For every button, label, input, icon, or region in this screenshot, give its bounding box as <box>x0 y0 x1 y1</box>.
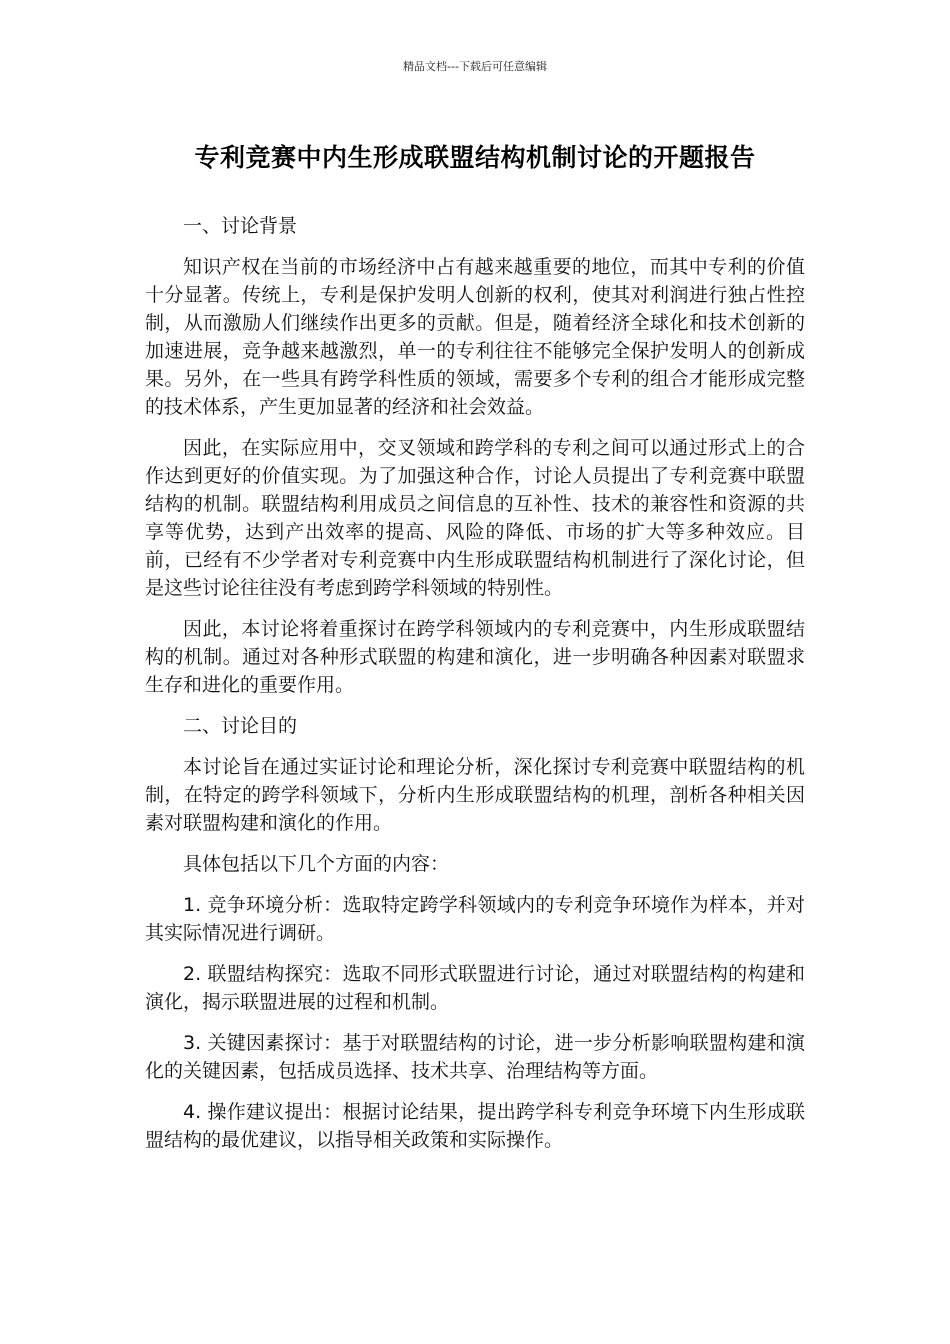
paragraph-purpose-2: 具体包括以下几个方面的内容： <box>183 853 450 875</box>
paragraph-background-1: 知识产权在当前的市场经济中占有越来越重要的地位，而其中专利的价值十分显著。传统上，专利是保护发明人创新的权利，使其对利润进行独占性控制，从而激励人们继续作出更多的贡献。但是，随着经济全球化和技术创新的加速进展，竞争越来越激烈，单一的专利往往不能够完全保护发明人的创新成果。另外，在一些具有跨学科性质的领域，需要多个专利的组合才能形成完整的技术体系，产生更加显著的经济和社会效益。 <box>145 256 805 418</box>
paragraph-purpose-1: 本讨论旨在通过实证讨论和理论分析，深化探讨专利竞赛中联盟结构的机制，在特定的跨学科领域下，分析内生形成联盟结构的机理，剖析各种相关因素对联盟构建和演化的作用。 <box>145 756 805 834</box>
list-item-2: 2. 联盟结构探究：选取不同形式联盟进行讨论，通过对联盟结构的构建和演化，揭示联盟进展的过程和机制。 <box>145 963 805 1013</box>
section-heading-background: 一、讨论背景 <box>183 215 298 237</box>
list-item-4: 4. 操作建议提出：根据讨论结果，提出跨学科专利竞争环境下内生形成联盟结构的最优建议，以指导相关政策和实际操作。 <box>145 1101 805 1151</box>
paragraph-background-3: 因此，本讨论将着重探讨在跨学科领域内的专利竞赛中，内生形成联盟结构的机制。通过对各种形式联盟的构建和演化，进一步明确各种因素对联盟求生存和进化的重要作用。 <box>145 618 805 696</box>
document-title: 专利竞赛中内生形成联盟结构机制讨论的开题报告 <box>194 143 756 172</box>
paragraph-background-2: 因此，在实际应用中，交叉领域和跨学科的专利之间可以通过形式上的合作达到更好的价值实现。为了加强这种合作，讨论人员提出了专利竞赛中联盟结构的机制。联盟结构利用成员之间信息的互补性、技术的兼容性和资源的共享等优势，达到产出效率的提高、风险的降低、市场的扩大等多种效应。目前，已经有不少学者对专利竞赛中内生形成联盟结构机制进行了深化讨论，但是这些讨论往往没有考虑到跨学科领域的特别性。 <box>145 437 805 599</box>
header-note: 精品文档---下载后可任意编辑 <box>403 60 547 73</box>
document-body <box>145 212 805 1167</box>
section-heading-purpose: 二、讨论目的 <box>183 715 298 737</box>
list-item-3: 3. 关键因素探讨：基于对联盟结构的讨论，进一步分析影响联盟构建和演化的关键因素，包括成员选择、技术共享、治理结构等方面。 <box>145 1032 805 1082</box>
list-item-1: 1. 竞争环境分析：选取特定跨学科领域内的专利竞争环境作为样本，并对其实际情况进行调研。 <box>145 894 805 944</box>
